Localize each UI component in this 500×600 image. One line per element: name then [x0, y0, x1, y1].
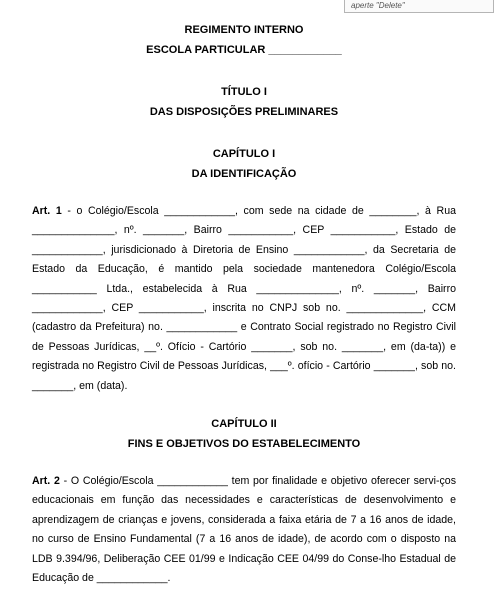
capitulo1-number: CAPÍTULO I — [212, 148, 276, 160]
article-1-text: - o Colégio/Escola ____________, com sede na cidade de ________, à Rua ______________, nº. _______, Bairro ___________, CEP ___________, Estado de ____________, jurisdicionado à Diretoria de Ensino ____________, da Secretaria de Estado da Educação, é mantido pela sociedade mantenedora Colégio/Escola ___________ Ltda., estabelecida à Rua ______________, nº. _______, Bairro ____________, CEP ___________, inscrita no CNPJ sob no. _____________, CCM (cadastro da Prefeitura) no. ____________ e Contrato Social registrado no Registro Civil de Pessoas Jurídicas, __º. Ofício - Cartório _______, sob no. _______, em (da-ta)) e registrada no Registro Civil de Pessoas Jurídicas, ___º. ofício - Cartório _______, sob no. _______, em (data). — [32, 205, 456, 392]
titulo-name: DAS DISPOSIÇÕES PRELIMINARES — [149, 106, 339, 118]
article-2-label: Art. 2 — [32, 475, 60, 488]
header-school: ESCOLA PARTICULAR ____________ — [146, 44, 342, 56]
capitulo2-number: CAPÍTULO II — [211, 418, 277, 431]
document-page — [32, 20, 456, 589]
header-title: REGIMENTO INTERNO — [184, 24, 304, 36]
delete-hint-text: aperte "Delete" — [351, 1, 405, 10]
delete-hint-tooltip — [344, 0, 494, 13]
capitulo1-name: DA IDENTIFICAÇÃO — [191, 168, 297, 180]
article-2 — [32, 472, 456, 588]
article-1-label: Art. 1 — [32, 205, 62, 217]
article-2-text: - O Colégio/Escola ____________ tem por finalidade e objetivo oferecer servi-ços educacionais em função das necessidades e características de desenvolvimento e aprendizagem de crianças e jovens, considerada a faixa etária de 7 a 16 anos de idade, no curso de Ensino Fundamental (7 a 16 anos de idade), de acordo com o disposto na LDB 9.394/96, Deliberação CEE 01/99 e Indicação CEE 04/99 do Conse-lho Estadual de Educação de ____________. — [32, 475, 456, 585]
article-1 — [32, 202, 456, 396]
titulo-number: TÍTULO I — [221, 86, 267, 98]
capitulo2-name: FINS E OBJETIVOS DO ESTABELECIMENTO — [127, 438, 361, 451]
